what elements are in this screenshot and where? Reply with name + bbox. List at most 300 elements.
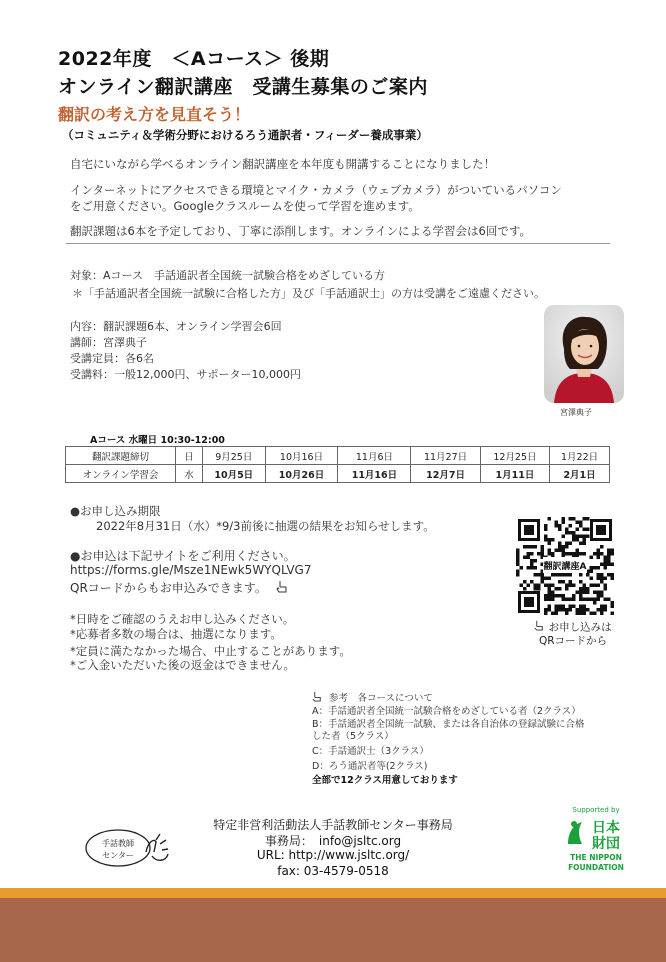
- qr-caption: [523, 620, 623, 648]
- qr-module: [558, 524, 562, 528]
- qr-module: [551, 538, 555, 542]
- reference-item: B：手話通訳者全国統一試験、または各自治体の登録試験に合格: [312, 719, 585, 730]
- qr-module: [604, 608, 608, 612]
- qr-module: [520, 566, 524, 570]
- course-fee: 受講料：一般12,000円、サポーター10,000円: [70, 368, 301, 381]
- qr-module: [611, 605, 615, 609]
- qr-module: [600, 573, 604, 577]
- qr-module: [523, 545, 527, 549]
- qr-module: [611, 552, 615, 556]
- qr-module: [548, 542, 552, 546]
- qr-module: [576, 552, 580, 556]
- lecturer-photo: [544, 305, 624, 403]
- qr-module: [569, 552, 573, 556]
- qr-module: [565, 542, 569, 546]
- qr-module: [551, 594, 555, 598]
- qr-module: [558, 605, 562, 609]
- course-content: 内容：翻訳課題6本、オンライン学習会6回: [70, 320, 282, 333]
- qr-module: [555, 573, 559, 577]
- qr-module: [562, 594, 566, 598]
- deadline-text: 2022年8月31日（水）*9/3前後に抽選の結果をお知らせします。: [96, 519, 435, 533]
- qr-module: [562, 552, 566, 556]
- schedule-date: 1月11日: [480, 465, 549, 483]
- qr-module: [544, 535, 548, 539]
- qr-module: [548, 608, 552, 612]
- course-lecturer: 講師：宮澤典子: [70, 336, 147, 349]
- qr-module: [579, 591, 583, 595]
- qr-module: [516, 552, 520, 556]
- qr-module: [548, 598, 552, 602]
- qr-module: [569, 580, 573, 584]
- apply-qr-note-text: QRコードからもお申込みできます。: [70, 581, 267, 595]
- qr-module: [600, 612, 604, 616]
- qr-module: [530, 545, 534, 549]
- reference-heading-text: 参考 各コースについて: [329, 693, 433, 704]
- qr-module: [569, 573, 573, 577]
- qr-module: [516, 559, 520, 563]
- table-row: [66, 465, 610, 483]
- qr-module: [527, 556, 531, 560]
- qr-module: [607, 559, 611, 563]
- qr-module: [593, 552, 597, 556]
- note-item: *日時をご確認のうえお申し込みください。: [70, 612, 295, 626]
- qr-module: [607, 598, 611, 602]
- qr-module: [555, 612, 559, 616]
- qr-module: [597, 552, 601, 556]
- qr-module: [530, 552, 534, 556]
- qr-module: [572, 605, 576, 609]
- qr-module: [558, 528, 562, 532]
- qr-module: [558, 545, 562, 549]
- qr-module: [604, 556, 608, 560]
- qr-module: [544, 598, 548, 602]
- qr-module: [544, 524, 548, 528]
- qr-module: [579, 605, 583, 609]
- note-item: *ご入金いただいた後の返金はできません。: [70, 658, 295, 672]
- qr-module: [541, 545, 545, 549]
- apply-qr-note: [70, 579, 289, 597]
- qr-module: [562, 573, 566, 577]
- qr-module: [541, 549, 545, 553]
- qr-module: [593, 566, 597, 570]
- qr-module: [548, 538, 552, 542]
- qr-module: [569, 517, 573, 521]
- logo-en2: FOUNDATION: [568, 863, 624, 872]
- qr-module: [551, 552, 555, 556]
- qr-module: [583, 535, 587, 539]
- qr-module: [607, 563, 611, 567]
- qr-module: [551, 584, 555, 588]
- qr-module: [534, 559, 538, 563]
- qr-module: [579, 552, 583, 556]
- qr-module: [607, 552, 611, 556]
- qr-module: [569, 605, 573, 609]
- qr-module: [583, 587, 587, 591]
- qr-label: 翻訳講座A: [543, 562, 587, 572]
- qr-module: [565, 552, 569, 556]
- row-weekday: 日: [176, 447, 203, 465]
- intro-paragraph-2a: インターネットにアクセスできる環境とマイク・カメラ（ウェブカメラ）がついているパソコン: [70, 183, 562, 197]
- qr-module: [583, 528, 587, 532]
- qr-module: [604, 584, 608, 588]
- qr-module: [569, 531, 573, 535]
- qr-module: [590, 556, 594, 560]
- qr-module: [555, 605, 559, 609]
- qr-module: [597, 608, 601, 612]
- qr-module: [586, 591, 590, 595]
- reference-item: A：手話通訳者全国統一試験合格をめざしている者（2クラス）: [312, 706, 581, 717]
- reference-item: した者（5クラス）: [312, 731, 394, 742]
- qr-module: [523, 580, 527, 584]
- qr-module: [579, 535, 583, 539]
- qr-module: [555, 594, 559, 598]
- qr-module: [611, 601, 615, 605]
- deadline-heading: ●お申し込み期限: [70, 504, 161, 518]
- org-office-email: 事務局： info@jsltc.org: [264, 834, 402, 848]
- qr-module: [593, 584, 597, 588]
- qr-module: [516, 549, 520, 553]
- qr-module: [565, 584, 569, 588]
- qr-module: [583, 538, 587, 542]
- qr-module: [600, 563, 604, 567]
- qr-module: [586, 608, 590, 612]
- qr-module: [597, 577, 601, 581]
- qr-module: [572, 535, 576, 539]
- page-title-line2: オンライン翻訳講座 受講生募集のご案内: [58, 76, 428, 98]
- qr-module: [516, 570, 520, 574]
- qr-module: [586, 517, 590, 521]
- qr-module: [569, 524, 573, 528]
- sign-language-teachers-center-logo: [82, 818, 178, 876]
- qr-module: [569, 584, 573, 588]
- qr-module: [544, 612, 548, 616]
- qr-module: [523, 556, 527, 560]
- org-url: URL: http://www.jsltc.org/: [256, 848, 410, 862]
- logo-left-text1: 手話教師: [102, 839, 134, 848]
- qr-module: [523, 587, 527, 591]
- qr-module: [600, 552, 604, 556]
- nippon-foundation-logo: [560, 804, 632, 874]
- qr-module: [604, 566, 608, 570]
- qr-module: [548, 594, 552, 598]
- qr-module: [583, 605, 587, 609]
- table-row: [66, 447, 610, 465]
- qr-module: [527, 566, 531, 570]
- schedule-date: 10月26日: [265, 465, 338, 483]
- qr-module: [558, 542, 562, 546]
- schedule-date: 10月16日: [265, 447, 338, 465]
- schedule-date: 12月25日: [480, 447, 549, 465]
- qr-module: [569, 598, 573, 602]
- reference-item: D：ろう通訳者等(2クラス): [312, 761, 428, 772]
- qr-module: [548, 587, 552, 591]
- qr-module: [607, 573, 611, 577]
- logo-jp1: 日本: [592, 820, 620, 836]
- qr-module: [579, 521, 583, 525]
- qr-module: [562, 545, 566, 549]
- qr-caption-text1: お申し込みは: [548, 621, 612, 634]
- footer-band: [0, 898, 666, 962]
- lecturer-photo-caption: 宮澤典子: [560, 408, 592, 417]
- qr-module: [579, 573, 583, 577]
- qr-module: [597, 549, 601, 553]
- qr-module: [572, 517, 576, 521]
- reference-total: 全部で12クラス用意しております: [312, 775, 458, 786]
- row-weekday: 水: [176, 465, 203, 483]
- qr-module: [516, 563, 520, 567]
- logo-left-text2: センター: [102, 851, 134, 860]
- qr-module: [516, 556, 520, 560]
- qr-module: [527, 584, 531, 588]
- qr-module: [600, 577, 604, 581]
- qr-module: [593, 598, 597, 602]
- page-subtitle: 翻訳の考え方を見直そう！: [58, 105, 251, 124]
- qr-module: [583, 542, 587, 546]
- qr-module: [534, 587, 538, 591]
- row-label: オンライン学習会: [66, 465, 176, 483]
- qr-module: [544, 594, 548, 598]
- qr-module: [583, 608, 587, 612]
- qr-module: [551, 573, 555, 577]
- qr-module: [562, 549, 566, 553]
- qr-module: [604, 563, 608, 567]
- qr-module: [551, 612, 555, 616]
- qr-module: [586, 573, 590, 577]
- qr-module: [579, 524, 583, 528]
- qr-module: [562, 521, 566, 525]
- qr-module: [548, 549, 552, 553]
- qr-module: [565, 545, 569, 549]
- reference-heading: [312, 691, 433, 706]
- program-note: （コミュニティ＆学術分野におけるろう通訳者・フィーダー養成事業）: [62, 128, 428, 142]
- qr-module: [520, 584, 524, 588]
- qr-module: [604, 587, 608, 591]
- qr-module: [548, 577, 552, 581]
- qr-module: [565, 598, 569, 602]
- qr-module: [541, 580, 545, 584]
- qr-module: [572, 594, 576, 598]
- section-divider: [66, 243, 610, 244]
- qr-module: [551, 598, 555, 602]
- qr-module: [604, 577, 608, 581]
- qr-module: [611, 577, 615, 581]
- qr-module: [597, 573, 601, 577]
- qr-module: [555, 524, 559, 528]
- qr-module: [611, 573, 615, 577]
- qr-module: [541, 577, 545, 581]
- qr-module: [579, 594, 583, 598]
- qr-module: [600, 608, 604, 612]
- qr-module: [600, 591, 604, 595]
- qr-module: [583, 552, 587, 556]
- qr-module: [607, 556, 611, 560]
- qr-module: [590, 612, 594, 616]
- qr-module: [597, 556, 601, 560]
- qr-module: [583, 598, 587, 602]
- qr-module: [600, 545, 604, 549]
- qr-module: [572, 552, 576, 556]
- pointing-hand-icon: [312, 691, 323, 706]
- qr-module: [541, 573, 545, 577]
- qr-module: [586, 528, 590, 532]
- qr-module: [579, 580, 583, 584]
- qr-module: [558, 580, 562, 584]
- qr-module: [562, 608, 566, 612]
- ok-hand-icon: [534, 620, 545, 635]
- qr-module: [527, 545, 531, 549]
- qr-module: [576, 608, 580, 612]
- org-name: 特定非営利活動法人手話教師センター事務局: [213, 818, 453, 832]
- qr-module: [576, 549, 580, 553]
- qr-module: [565, 528, 569, 532]
- qr-module: [555, 521, 559, 525]
- qr-module: [572, 538, 576, 542]
- qr-module: [597, 566, 601, 570]
- qr-module: [534, 545, 538, 549]
- qr-module: [537, 584, 541, 588]
- qr-module: [590, 577, 594, 581]
- qr-module: [590, 598, 594, 602]
- qr-module: [597, 594, 601, 598]
- schedule-date: 11月6日: [338, 447, 411, 465]
- qr-module: [541, 552, 545, 556]
- qr-module: [597, 598, 601, 602]
- qr-module: [562, 517, 566, 521]
- qr-module: [576, 591, 580, 595]
- schedule-date: 2月1日: [550, 465, 610, 483]
- qr-module: [583, 612, 587, 616]
- schedule-date: 11月27日: [411, 447, 480, 465]
- qr-module: [555, 608, 559, 612]
- footer-accent-bar: [0, 888, 666, 898]
- qr-module: [583, 584, 587, 588]
- apply-heading: ●お申込は下記サイトをご利用ください。: [70, 549, 296, 563]
- qr-module: [579, 598, 583, 602]
- qr-module: [597, 584, 601, 588]
- target-exclusion-note: ＊「手話通訳者全国統一試験に合格した方」及び「手話通訳士」の方は受講をご遠慮ください。: [72, 287, 545, 300]
- qr-module: [548, 517, 552, 521]
- qr-module: [593, 612, 597, 616]
- qr-module: [537, 552, 541, 556]
- qr-module: [516, 573, 520, 577]
- qr-module: [590, 584, 594, 588]
- qr-module: [530, 563, 534, 567]
- qr-module: [548, 552, 552, 556]
- pointing-hand-icon: [275, 580, 289, 597]
- org-fax: fax: 03-4579-0518: [277, 864, 389, 878]
- qr-module: [534, 584, 538, 588]
- intro-paragraph-3: 翻訳課題は6本を予定しており、丁寧に添削します。オンラインによる学習会は6回です。: [70, 224, 531, 238]
- intro-paragraph-2b: をご用意ください。Googleクラスルームを使って学習を進めます。: [70, 199, 420, 213]
- schedule-title: Aコース 水曜日 10:30-12:00: [90, 435, 225, 446]
- qr-module: [604, 605, 608, 609]
- qr-module: [534, 566, 538, 570]
- qr-code[interactable]: [516, 517, 614, 615]
- qr-module: [611, 549, 615, 553]
- qr-module: [555, 587, 559, 591]
- qr-module: [565, 587, 569, 591]
- schedule-table: [65, 446, 610, 483]
- qr-module: [572, 584, 576, 588]
- note-item: *定員に満たなかった場合、中止することがあります。: [70, 644, 351, 658]
- qr-module: [558, 573, 562, 577]
- reference-item: C：手話通訳士（3クラス）: [312, 746, 429, 757]
- logo-supported-by: Supported by: [572, 806, 620, 814]
- qr-module: [544, 608, 548, 612]
- course-capacity: 受講定員：各6名: [70, 352, 154, 365]
- page-title-line1: 2022年度 ＜Aコース＞ 後期: [58, 48, 330, 70]
- row-label: 翻訳課題締切: [66, 447, 176, 465]
- qr-module: [572, 598, 576, 602]
- target-line: 対象：Aコース 手話通訳者全国統一試験合格をめざしている方: [70, 269, 385, 282]
- qr-module: [576, 528, 580, 532]
- qr-module: [593, 601, 597, 605]
- intro-paragraph-1: 自宅にいながら学べるオンライン翻訳講座を本年度も開講することになりました！: [70, 157, 496, 171]
- qr-module: [558, 594, 562, 598]
- qr-module: [600, 580, 604, 584]
- qr-module: [586, 587, 590, 591]
- qr-module: [562, 535, 566, 539]
- qr-module: [565, 608, 569, 612]
- qr-module: [572, 531, 576, 535]
- qr-module: [586, 535, 590, 539]
- qr-module: [597, 591, 601, 595]
- qr-module: [611, 612, 615, 616]
- qr-module: [576, 538, 580, 542]
- qr-module: [593, 591, 597, 595]
- qr-module: [530, 580, 534, 584]
- schedule-date: 1月22日: [550, 447, 610, 465]
- schedule-date: 10月5日: [203, 465, 266, 483]
- qr-module: [565, 531, 569, 535]
- qr-module: [558, 608, 562, 612]
- qr-module: [562, 598, 566, 602]
- qr-module: [579, 587, 583, 591]
- qr-module: [551, 591, 555, 595]
- qr-module: [600, 594, 604, 598]
- qr-module: [562, 580, 566, 584]
- qr-module: [604, 598, 608, 602]
- qr-module: [537, 587, 541, 591]
- qr-module: [544, 584, 548, 588]
- qr-module: [569, 542, 573, 546]
- qr-module: [586, 598, 590, 602]
- qr-caption-line1: [523, 620, 623, 635]
- qr-module: [583, 517, 587, 521]
- qr-module: [565, 612, 569, 616]
- qr-module: [569, 608, 573, 612]
- qr-module: [530, 566, 534, 570]
- qr-module: [576, 535, 580, 539]
- qr-module: [590, 566, 594, 570]
- qr-module: [576, 521, 580, 525]
- note-item: *応募者多数の場合は、抽選になります。: [70, 627, 282, 641]
- qr-module: [600, 605, 604, 609]
- schedule-date: 9月25日: [203, 447, 266, 465]
- logo-en1: THE NIPPON: [570, 853, 622, 862]
- qr-module: [607, 549, 611, 553]
- qr-module: [534, 573, 538, 577]
- qr-module: [530, 559, 534, 563]
- qr-module: [590, 570, 594, 574]
- qr-module: [558, 587, 562, 591]
- schedule-date: 12月7日: [411, 465, 480, 483]
- qr-module: [558, 549, 562, 553]
- qr-module: [537, 573, 541, 577]
- schedule-date: 11月16日: [338, 465, 411, 483]
- apply-form-link[interactable]: https://forms.gle/Msze1NEwk5WYQLVG7: [70, 563, 312, 577]
- qr-module: [544, 538, 548, 542]
